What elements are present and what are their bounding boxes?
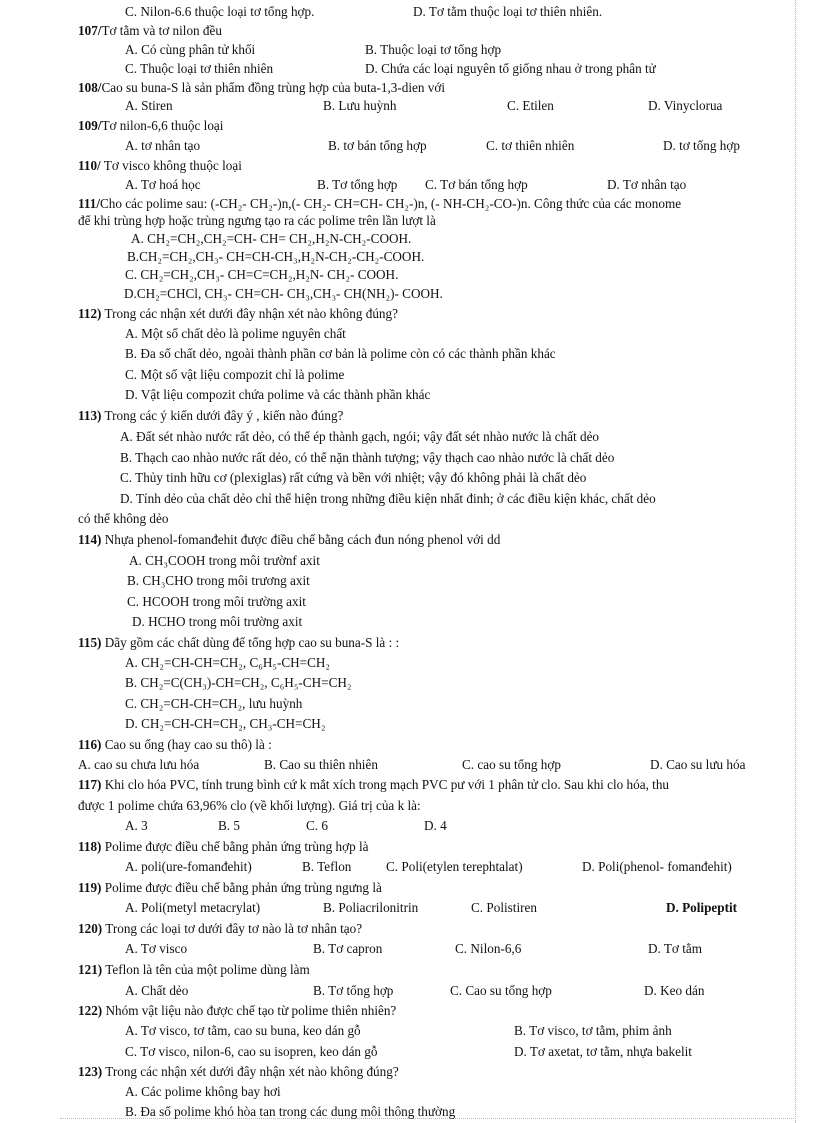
option-b: B. Đa số polime khó hòa tan trong các dung môi thông thường	[125, 1104, 456, 1119]
question-text: Trong các nhận xét dưới đây nhận xét nào không đúng?	[102, 1064, 399, 1079]
option-b: B. Cao su thiên nhiên	[264, 757, 378, 772]
option-a: A. Đất sét nhào nước rất dẻo, có thể ép thành gạch, ngói; vậy đất sét nhào nước là chất dẻo	[120, 429, 600, 444]
question-text: Cao su ống (hay cao su thô) là :	[101, 737, 272, 752]
option-d: D. Vinyclorua	[648, 98, 723, 113]
question-text: Polime được điều chế bằng phản ứng trùng ngưng là	[101, 880, 382, 895]
question-number: 121)	[78, 962, 103, 977]
option-c: C. Etilen	[507, 98, 554, 113]
question-number: 115)	[78, 635, 102, 650]
option-b: B. Thạch cao nhào nước rất dẻo, có thể nặn thành tượng; vậy thạch cao nhào nước là chất dẻo	[120, 450, 615, 465]
question-number: 117)	[78, 777, 102, 792]
question-123	[78, 1062, 399, 1082]
option-a: A. Có cùng phân tử khối	[125, 42, 256, 57]
question-text: Cho các polime sau: (-CH₂- CH₂-)n,(- CH₂- CH=CH- CH₂-)n, (- NH-CH₂-CO-)n. Công thức của các monome	[100, 196, 682, 211]
question-115	[78, 633, 399, 653]
question-120	[78, 919, 362, 939]
option-d: D. Keo dán	[644, 983, 705, 998]
question-number: 109/	[78, 118, 102, 133]
question-112	[78, 304, 398, 324]
option-a: A. Tơ visco, tơ tằm, cao su buna, keo dán gỗ	[125, 1023, 361, 1038]
option-c: C. Tơ bán tổng hợp	[425, 177, 528, 192]
option-c: C. Polistiren	[471, 900, 537, 915]
question-121	[78, 960, 310, 980]
option-d: D. Chứa các loại nguyên tố giống nhau ở trong phân tử	[365, 61, 656, 76]
option-a: A. CH₃COOH trong môi trườnf axit	[129, 553, 320, 568]
option-c: C. Poli(etylen terephtalat)	[386, 859, 523, 874]
option-b: B. Tơ capron	[313, 941, 383, 956]
option-c: C. Thuộc loại tơ thiên nhiên	[125, 61, 274, 76]
option-c: C. Nilon-6.6 thuộc loại tơ tổng hợp.	[125, 4, 315, 19]
question-text: Tơ tằm và tơ nilon đều	[101, 23, 222, 38]
option-b: B. 5	[218, 818, 240, 833]
option-d: D. Poli(phenol- fomanđehit)	[582, 859, 732, 874]
option-b: B. Teflon	[302, 859, 352, 874]
option-d: D. Cao su lưu hóa	[650, 757, 746, 772]
question-117	[78, 775, 669, 795]
option-a: A. CH₂=CH₂,CH₂=CH- CH= CH₂,H₂N-CH₂-COOH.	[131, 231, 412, 246]
option-c: C. Một số vật liệu compozit chỉ là polime	[125, 367, 345, 382]
question-109	[78, 116, 223, 136]
option-d: D. Tơ axetat, tơ tằm, nhựa bakelit	[514, 1044, 692, 1059]
option-b: B.CH₂=CH₂,CH₃- CH=CH-CH₃,H₂N-CH₂-CH₂-COOH.	[127, 249, 425, 264]
question-number: 120)	[78, 921, 103, 936]
question-number: 114)	[78, 532, 102, 547]
option-b: B. Đa số chất dẻo, ngoài thành phần cơ bản là polime còn có các thành phần khác	[125, 346, 556, 361]
option-a: A. cao su chưa lưu hóa	[78, 757, 200, 772]
option-a: A. Chất dẻo	[125, 983, 189, 998]
question-text: Teflon là tên của một polime dùng làm	[102, 962, 310, 977]
question-number: 107/	[78, 23, 102, 38]
option-c: C. Nilon-6,6	[455, 941, 522, 956]
question-text: Trong các nhận xét dưới đây nhận xét nào không đúng?	[101, 306, 398, 321]
option-b: B. Lưu huỳnh	[323, 98, 397, 113]
question-107	[78, 21, 222, 41]
question-text: Trong các ý kiến dưới đây ý , kiến nào đúng?	[101, 408, 344, 423]
option-c: C. cao su tổng hợp	[462, 757, 561, 772]
question-text: Trong các loại tơ dưới đây tơ nào là tơ nhân tạo?	[102, 921, 363, 936]
question-text: Polime được điều chế bằng phản ứng trùng hợp là	[101, 839, 369, 854]
question-text: Nhựa phenol-fomanđehit được điều chế bằng cách đun nóng phenol với dd	[101, 532, 501, 547]
option-c: C. tơ thiên nhiên	[486, 138, 575, 153]
option-a: A. Stiren	[125, 98, 173, 113]
question-text-continued: được 1 polime chứa 63,96% clo (về khối lượng). Giá trị của k là:	[78, 798, 421, 813]
question-text: Tơ nilon-6,6 thuộc loại	[101, 118, 224, 133]
option-d: D. HCHO trong môi trường axit	[132, 614, 303, 629]
option-a: A. Tơ visco	[125, 941, 188, 956]
option-c: C. CH₂=CH-CH=CH₂, lưu huỳnh	[125, 696, 303, 711]
option-d: D. Polipeptit	[666, 900, 738, 915]
question-text: Dãy gồm các chất dùng để tổng hợp cao su buna-S là : :	[101, 635, 400, 650]
question-number: 119)	[78, 880, 102, 895]
option-c: C. Cao su tổng hợp	[450, 983, 552, 998]
question-number: 118)	[78, 839, 102, 854]
option-b: B. Tơ tổng hợp	[313, 983, 394, 998]
question-number: 122)	[78, 1003, 103, 1018]
option-c: C. 6	[306, 818, 328, 833]
option-a: A. CH₂=CH-CH=CH₂, C₆H₅-CH=CH₂	[125, 655, 331, 670]
option-a: A. 3	[125, 818, 148, 833]
option-d: D. Vật liệu compozit chứa polime và các thành phần khác	[125, 387, 431, 402]
question-text: Nhóm vật liệu nào được chế tạo từ polime thiên nhiên?	[102, 1003, 397, 1018]
question-122	[78, 1001, 396, 1021]
option-d-continued: có thể không dẻo	[78, 511, 169, 526]
question-number: 108/	[78, 80, 102, 95]
option-a: A. Các polime không bay hơi	[125, 1084, 281, 1099]
right-margin-dotted-line	[795, 0, 796, 1123]
option-b: B. Thuộc loại tơ tổng hợp	[365, 42, 502, 57]
option-b: B. Tơ visco, tơ tằm, phim ảnh	[514, 1023, 672, 1038]
question-114	[78, 530, 500, 550]
option-a: A. tơ nhân tạo	[125, 138, 201, 153]
option-b: B. tơ bán tổng hợp	[328, 138, 427, 153]
question-text: Tơ visco không thuộc loại	[100, 158, 242, 173]
question-number: 116)	[78, 737, 102, 752]
option-d: D. CH₂=CH-CH=CH₂, CH₃-CH=CH₂	[125, 716, 326, 731]
option-d: D. 4	[424, 818, 447, 833]
question-118	[78, 837, 368, 857]
question-number: 123)	[78, 1064, 103, 1079]
option-a: A. Tơ hoá học	[125, 177, 201, 192]
question-116	[78, 735, 272, 755]
option-d: D.CH₂=CHCl, CH₃- CH=CH- CH₃,CH₃- CH(NH₂)- COOH.	[124, 286, 443, 301]
option-d: D. Tơ tằm thuộc loại tơ thiên nhiên.	[413, 4, 603, 19]
question-text-continued: để khi trùng hợp hoặc trùng ngưng tạo ra các polime trên lần lượt là	[78, 213, 436, 228]
option-d: D. Tơ tằm	[648, 941, 702, 956]
question-number: 112)	[78, 306, 102, 321]
question-number: 111/	[78, 196, 100, 211]
question-119	[78, 878, 382, 898]
option-b: B. Tơ tổng hợp	[317, 177, 398, 192]
option-c: C. Tơ visco, nilon-6, cao su isopren, keo dán gỗ	[125, 1044, 378, 1059]
question-113	[78, 406, 343, 426]
question-text: Khi clo hóa PVC, tính trung bình cứ k mắt xích trong mạch PVC pư với 1 phân tử clo. Sau khi clo hóa, thu	[101, 777, 670, 792]
option-c: C. HCOOH trong môi trường axit	[127, 594, 306, 609]
option-b: B. CH₃CHO trong môi trương axit	[127, 573, 310, 588]
option-a: A. Một số chất dẻo là polime nguyên chất	[125, 326, 346, 341]
question-text: Cao su buna-S là sản phẩm đồng trùng hợp của buta-1,3-dien với	[101, 80, 446, 95]
option-c: C. Thủy tinh hữu cơ (plexiglas) rất cứng và bền với nhiệt; vậy đó không phải là chất dẻo	[120, 470, 587, 485]
option-d: D. Tơ nhân tạo	[607, 177, 687, 192]
option-b: B. CH₂=C(CH₃)-CH=CH₂, C₆H₅-CH=CH₂	[125, 675, 352, 690]
option-c: C. CH₂=CH₂,CH₃- CH=C=CH₂,H₂N- CH₂- COOH.	[125, 267, 399, 282]
question-110	[78, 156, 242, 176]
question-number: 110/	[78, 158, 101, 173]
option-b: B. Poliacrilonitrin	[323, 900, 419, 915]
option-a: A. poli(ure-fomanđehit)	[125, 859, 252, 874]
option-a: A. Poli(metyl metacrylat)	[125, 900, 261, 915]
option-d: D. tơ tổng hợp	[663, 138, 740, 153]
question-108	[78, 78, 445, 98]
question-number: 113)	[78, 408, 102, 423]
option-d: D. Tính dẻo của chất dẻo chỉ thể hiện trong những điều kiện nhất đinh; ở các điều kiện khác, chất dẻo	[120, 491, 656, 506]
